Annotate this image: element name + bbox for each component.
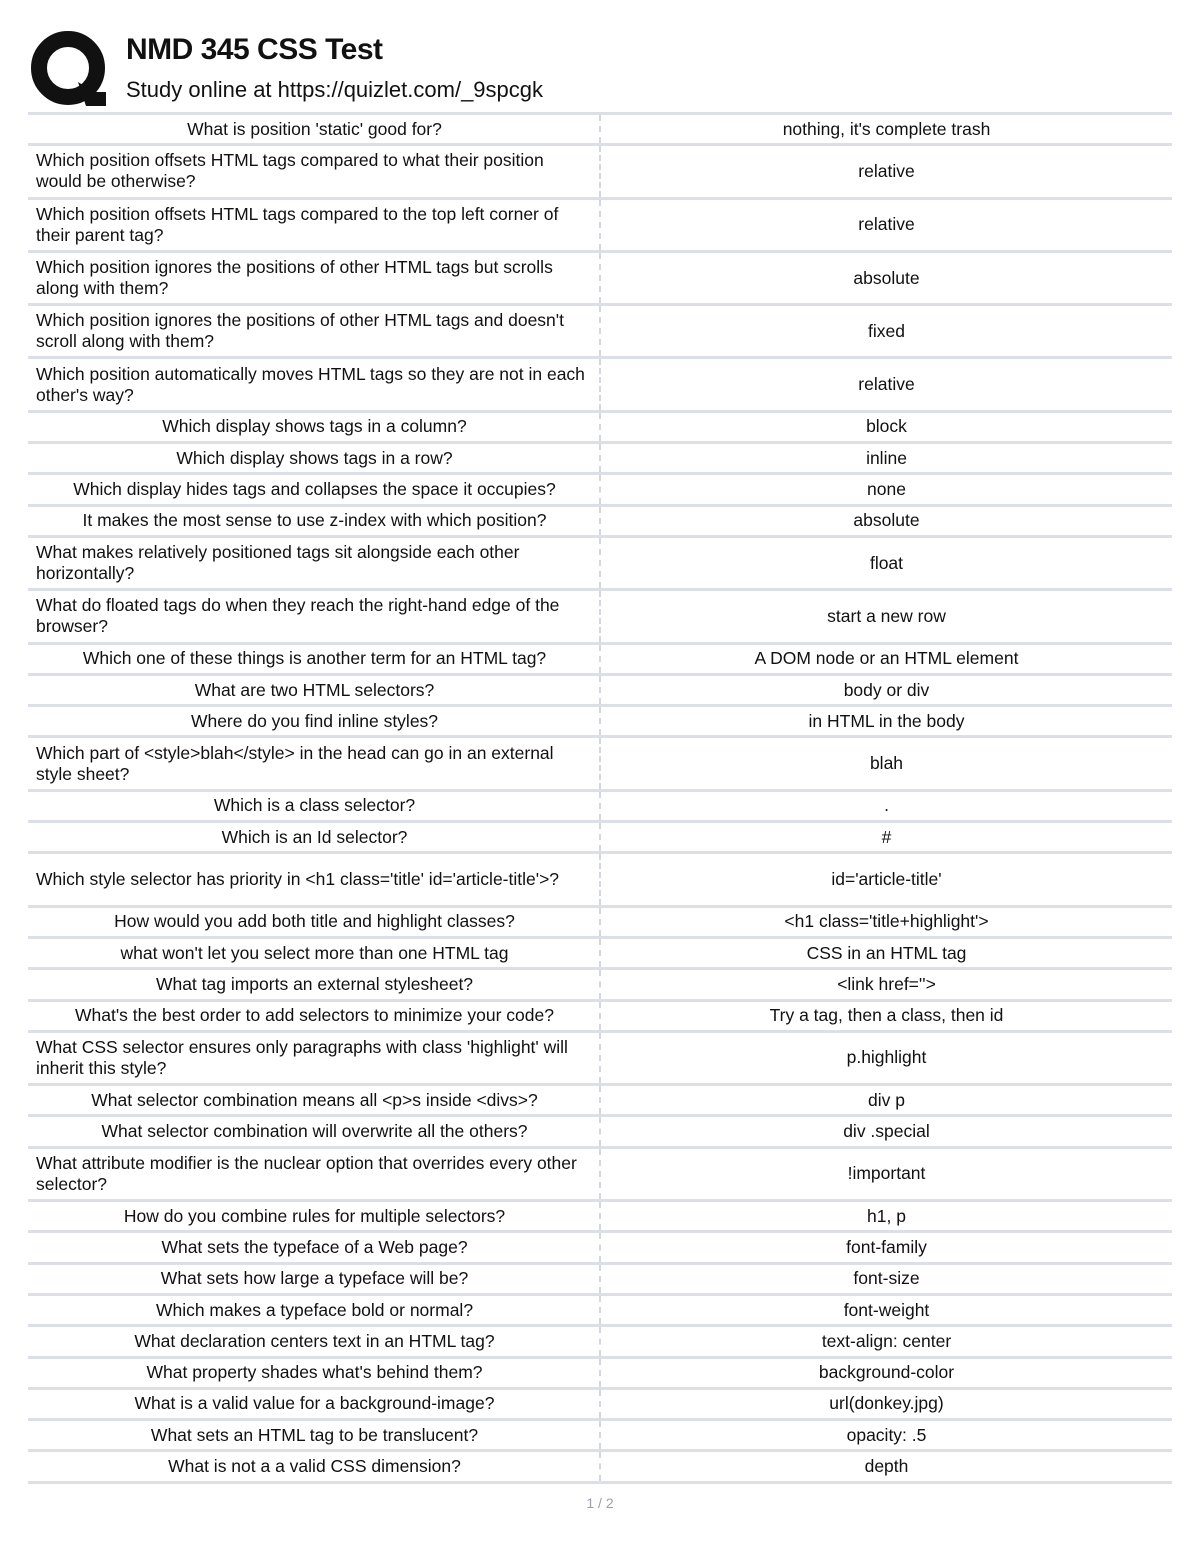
flashcard-term: Which display shows tags in a row? bbox=[176, 447, 453, 468]
flashcard-row bbox=[28, 1390, 1172, 1421]
flashcard-row bbox=[28, 854, 1172, 907]
flashcard-term: Which style selector has priority in <h1 class='title' id='article-title'>? bbox=[36, 868, 560, 889]
flashcard-term: What sets an HTML tag to be translucent? bbox=[150, 1424, 479, 1445]
flashcard-term: Which is a class selector? bbox=[213, 795, 416, 816]
flashcard-term: What selector combination means all <p>s inside <divs>? bbox=[91, 1089, 538, 1110]
flashcard-row bbox=[28, 1233, 1172, 1264]
flashcard-term-cell bbox=[28, 970, 601, 998]
flashcard-definition: h1, p bbox=[867, 1205, 906, 1226]
flashcard-term-cell bbox=[28, 1265, 601, 1293]
flashcard-term-cell bbox=[28, 475, 601, 503]
flashcard-term: Which position ignores the positions of other HTML tags and doesn't scroll along with them? bbox=[36, 310, 564, 352]
flashcard-term-cell bbox=[28, 146, 601, 196]
flashcard-term-cell bbox=[28, 507, 601, 535]
flashcard-term: It makes the most sense to use z-index with which position? bbox=[82, 510, 547, 531]
flashcard-term: What sets how large a typeface will be? bbox=[160, 1268, 469, 1289]
flashcard-term: What attribute modifier is the nuclear option that overrides every other selector? bbox=[36, 1152, 577, 1194]
flashcard-row bbox=[28, 1327, 1172, 1358]
flashcard-row bbox=[28, 645, 1172, 676]
flashcard-row bbox=[28, 200, 1172, 253]
flashcard-term-cell bbox=[28, 1327, 601, 1355]
flashcard-definition: inline bbox=[866, 447, 907, 468]
flashcard-term-cell bbox=[28, 115, 601, 143]
flashcard-row bbox=[28, 970, 1172, 1001]
flashcard-definition: absolute bbox=[853, 510, 920, 531]
quizlet-q-logo-icon bbox=[30, 30, 110, 110]
flashcard-row bbox=[28, 115, 1172, 146]
flashcard-definition: font-weight bbox=[843, 1299, 930, 1320]
flashcard-definition: # bbox=[881, 826, 892, 847]
flashcard-definition: <h1 class='title+highlight'> bbox=[784, 911, 989, 932]
flashcard-term-cell bbox=[28, 306, 601, 356]
flashcard-definition: A DOM node or an HTML element bbox=[754, 648, 1019, 669]
flashcard-term: Which one of these things is another term for an HTML tag? bbox=[82, 648, 547, 669]
flashcard-term-cell bbox=[28, 738, 601, 788]
flashcard-term: What sets the typeface of a Web page? bbox=[161, 1236, 468, 1257]
flashcard-term-cell bbox=[28, 1117, 601, 1145]
flashcard-row bbox=[28, 253, 1172, 306]
flashcard-term-cell bbox=[28, 200, 601, 250]
flashcard-term: Which makes a typeface bold or normal? bbox=[155, 1299, 474, 1320]
flashcard-term-cell bbox=[28, 1296, 601, 1324]
flashcard-definition: Try a tag, then a class, then id bbox=[769, 1005, 1004, 1026]
flashcard-definition: font-size bbox=[853, 1268, 920, 1289]
flashcard-row bbox=[28, 1359, 1172, 1390]
flashcard-term-cell bbox=[28, 645, 601, 673]
flashcard-term-cell bbox=[28, 1202, 601, 1230]
flashcard-definition: relative bbox=[858, 160, 915, 181]
flashcard-list bbox=[28, 112, 1172, 1484]
flashcard-definition: none bbox=[867, 479, 906, 500]
flashcard-term-cell bbox=[28, 1033, 601, 1083]
flashcard-row bbox=[28, 538, 1172, 591]
page-indicator: 1 / 2 bbox=[586, 1495, 614, 1511]
flashcard-term-cell bbox=[28, 792, 601, 820]
flashcard-definition: fixed bbox=[868, 320, 905, 341]
flashcard-term: Which position automatically moves HTML tags so they are not in each other's way? bbox=[36, 363, 585, 405]
flashcard-definition: blah bbox=[869, 753, 904, 774]
flashcard-term: What is not a a valid CSS dimension? bbox=[168, 1456, 461, 1477]
flashcard-definition: font-family bbox=[846, 1236, 927, 1257]
flashcard-term: What do floated tags do when they reach the right-hand edge of the browser? bbox=[36, 595, 560, 637]
flashcard-row bbox=[28, 939, 1172, 970]
flashcard-row bbox=[28, 1086, 1172, 1117]
page-header bbox=[28, 28, 1178, 112]
flashcard-term-cell bbox=[28, 444, 601, 472]
flashcard-definition: body or div bbox=[843, 679, 930, 700]
flashcard-term-cell bbox=[28, 253, 601, 303]
flashcard-definition: !important bbox=[847, 1163, 926, 1184]
flashcard-term: How would you add both title and highlight classes? bbox=[114, 911, 515, 932]
flashcard-term-cell bbox=[28, 1390, 601, 1418]
flashcard-term-cell bbox=[28, 939, 601, 967]
flashcard-definition: text-align: center bbox=[821, 1330, 952, 1351]
flashcard-row bbox=[28, 1117, 1172, 1148]
flashcard-definition: opacity: .5 bbox=[846, 1424, 927, 1445]
flashcard-term-cell bbox=[28, 676, 601, 704]
flashcard-row bbox=[28, 507, 1172, 538]
flashcard-row bbox=[28, 591, 1172, 644]
flashcard-definition: start a new row bbox=[827, 605, 946, 626]
flashcard-term: Which display shows tags in a column? bbox=[162, 416, 467, 437]
flashcard-definition: float bbox=[869, 552, 904, 573]
flashcard-row bbox=[28, 475, 1172, 506]
flashcard-row bbox=[28, 1002, 1172, 1033]
flashcard-term-cell bbox=[28, 1452, 601, 1480]
flashcard-term: What makes relatively positioned tags sit alongside each other horizontally? bbox=[36, 542, 520, 584]
flashcard-term: What CSS selector ensures only paragraphs with class 'highlight' will inherit this style? bbox=[36, 1036, 568, 1078]
flashcard-definition: url(donkey.jpg) bbox=[829, 1393, 944, 1414]
flashcard-row bbox=[28, 738, 1172, 791]
flashcard-definition: div p bbox=[868, 1089, 905, 1110]
flashcard-definition: . bbox=[884, 795, 889, 816]
flashcard-term-cell bbox=[28, 908, 601, 936]
flashcard-term-cell bbox=[28, 1359, 601, 1387]
flashcard-term-cell bbox=[28, 1421, 601, 1449]
flashcard-definition: div .special bbox=[843, 1121, 930, 1142]
flashcard-row bbox=[28, 444, 1172, 475]
flashcard-term: Which display hides tags and collapses the space it occupies? bbox=[73, 479, 556, 500]
study-link[interactable]: Study online at https://quizlet.com/_9spcgk bbox=[126, 77, 544, 102]
flashcard-term: Which position ignores the positions of other HTML tags but scrolls along with them? bbox=[36, 257, 553, 299]
flashcard-term: Which is an Id selector? bbox=[221, 826, 408, 847]
flashcard-term: What selector combination will overwrite all the others? bbox=[101, 1121, 528, 1142]
flashcard-definition: p.highlight bbox=[846, 1047, 927, 1068]
flashcard-row bbox=[28, 1033, 1172, 1086]
flashcard-row bbox=[28, 146, 1172, 199]
flashcard-term-cell bbox=[28, 1002, 601, 1030]
flashcard-definition: CSS in an HTML tag bbox=[806, 942, 967, 963]
flashcard-definition: block bbox=[866, 416, 907, 437]
flashcard-term-cell bbox=[28, 1149, 601, 1199]
flashcard-row bbox=[28, 359, 1172, 412]
flashcard-definition: absolute bbox=[853, 267, 920, 288]
flashcard-definition: background-color bbox=[818, 1362, 955, 1383]
flashcard-row bbox=[28, 908, 1172, 939]
flashcard-row bbox=[28, 1296, 1172, 1327]
flashcard-term-cell bbox=[28, 854, 601, 904]
flashcard-row bbox=[28, 792, 1172, 823]
flashcard-term-cell bbox=[28, 1233, 601, 1261]
flashcard-definition: relative bbox=[858, 374, 915, 395]
flashcard-definition: relative bbox=[858, 214, 915, 235]
flashcard-definition: id='article-title' bbox=[831, 868, 942, 889]
flashcard-row bbox=[28, 1202, 1172, 1233]
flashcard-term: Which position offsets HTML tags compared to the top left corner of their parent tag? bbox=[36, 203, 559, 245]
flashcard-term-cell bbox=[28, 413, 601, 441]
flashcard-row bbox=[28, 1149, 1172, 1202]
flashcard-term: What's the best order to add selectors to minimize your code? bbox=[75, 1005, 554, 1026]
flashcard-term-cell bbox=[28, 823, 601, 851]
flashcard-term: What tag imports an external stylesheet? bbox=[155, 973, 474, 994]
flashcard-row bbox=[28, 707, 1172, 738]
flashcard-definition: nothing, it's complete trash bbox=[782, 118, 991, 139]
flashcard-definition: <link href=''> bbox=[837, 973, 936, 994]
flashcard-row bbox=[28, 1452, 1172, 1483]
page-title: NMD 345 CSS Test bbox=[126, 33, 383, 66]
flashcard-term: What is position 'static' good for? bbox=[187, 118, 442, 139]
flashcard-row bbox=[28, 676, 1172, 707]
flashcard-term-cell bbox=[28, 538, 601, 588]
flashcard-term: Which part of <style>blah</style> in the head can go in an external style sheet? bbox=[36, 742, 554, 784]
flashcard-term-cell bbox=[28, 1086, 601, 1114]
flashcard-row bbox=[28, 413, 1172, 444]
flashcard-term-cell bbox=[28, 591, 601, 641]
flashcard-term-cell bbox=[28, 359, 601, 409]
flashcard-term: How do you combine rules for multiple selectors? bbox=[123, 1205, 506, 1226]
flashcard-definition: depth bbox=[864, 1456, 909, 1477]
flashcard-term: What property shades what's behind them? bbox=[146, 1362, 483, 1383]
flashcard-term: Where do you find inline styles? bbox=[190, 710, 439, 731]
flashcard-term-cell bbox=[28, 707, 601, 735]
flashcard-row bbox=[28, 823, 1172, 854]
flashcard-term: Which position offsets HTML tags compared to what their position would be otherwise? bbox=[36, 150, 544, 192]
flashcard-row bbox=[28, 306, 1172, 359]
flashcard-term: What declaration centers text in an HTML tag? bbox=[134, 1330, 495, 1351]
flashcard-row bbox=[28, 1265, 1172, 1296]
flashcard-term: what won't let you select more than one HTML tag bbox=[120, 942, 509, 963]
flashcard-row bbox=[28, 1421, 1172, 1452]
flashcard-term: What are two HTML selectors? bbox=[194, 679, 435, 700]
flashcard-definition: in HTML in the body bbox=[808, 710, 965, 731]
flashcard-term: What is a valid value for a background-image? bbox=[134, 1393, 495, 1414]
